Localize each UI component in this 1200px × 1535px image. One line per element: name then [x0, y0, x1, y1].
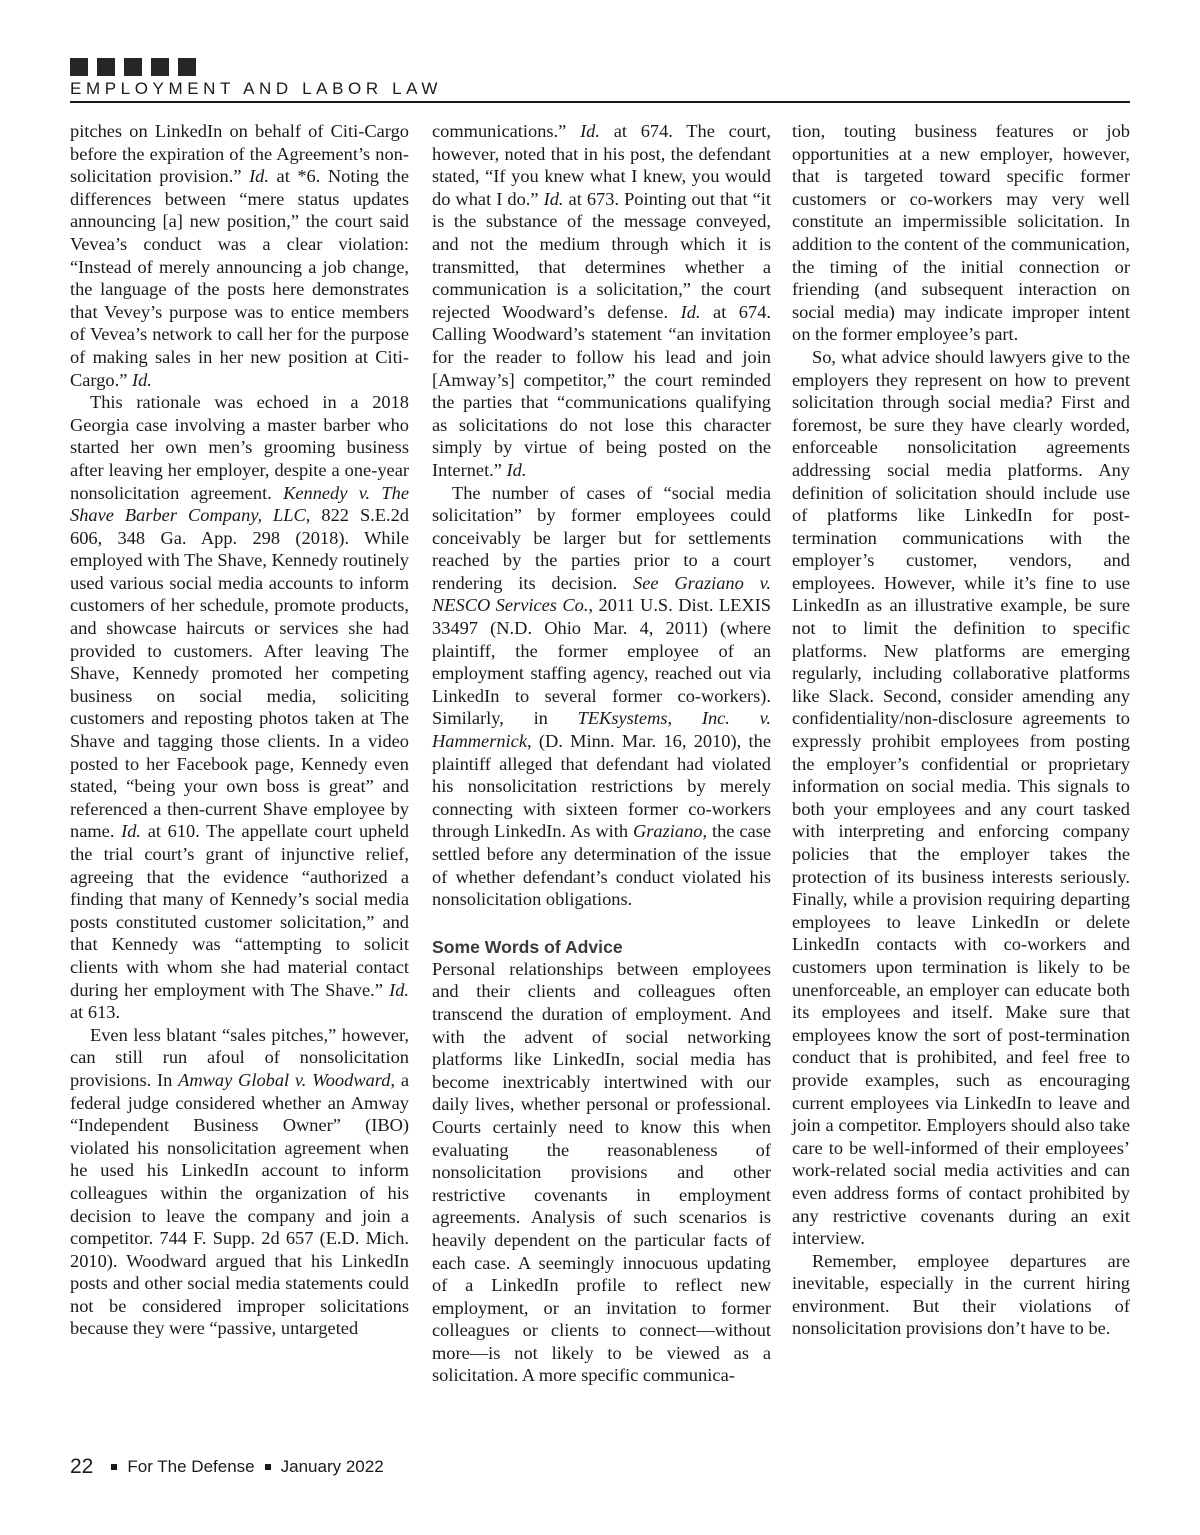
italic-text: Amway Global v. Woodward [178, 1069, 391, 1090]
text-run: at 674. Calling Woodward’s statement “an invitation for the reader to follow his lead and join [Amway’s] competitor,” the court reminded the parties that “communications qualifying as solicitations do not lose this character simply by virtue of being posted on the Internet.” [432, 301, 771, 480]
text-run: at 613. [70, 1002, 121, 1023]
text-run: This rationale was echoed in a 2018 Georgia case involving a master barber who started her own men’s grooming business after leaving her employer, despite a one-year nonsolicitation agreement. [70, 392, 409, 503]
paragraph [792, 120, 1130, 346]
text-run: The number of cases of “social media solicitation” by former employees could conceivably be larger but for settlements reached by the parties prior to a court rendering its decision. [432, 482, 771, 593]
paragraph [432, 482, 771, 911]
text-run: at 674. The court, however, noted that in his post, the defendant stated, “If you knew what I knew, you would do what I do.” [432, 121, 771, 209]
italic-text: Id. [580, 121, 600, 141]
column-1-body [70, 120, 409, 1340]
paragraph [792, 1250, 1130, 1340]
italic-text: Id. [389, 979, 409, 1000]
text-run: at 673. Pointing out that “it is the substance of the message conveyed, and not the medium through which it is transmitted, that determines whether a communication is a solicitation,” the court rejected Woodward’s defense. [432, 188, 771, 322]
paragraph [70, 391, 409, 1024]
footer-bullet-1 [111, 1464, 117, 1470]
header-square-5 [178, 58, 196, 76]
text-run: at 610. The appellate court upheld the trial court’s grant of injunctive relief, agreeing that the evidence “authorized a finding that many of Kennedy’s social media posts constituted customer solicitation,” and that Kennedy was “attempting to solicit clients with whom she had material contact during her employment with The Shave.” [70, 821, 409, 1000]
text-run: Even less blatant “sales pitches,” however, can still run afoul of nonsolicitation provisions. In [70, 1024, 409, 1090]
header-rule [70, 101, 1130, 103]
column-3 [792, 120, 1130, 1340]
text-run: Remember, employee departures are inevitable, especially in the current hiring environment. But their violations of nonsolicitation provisions don’t have to be. [792, 1250, 1130, 1339]
page-number: 22 [70, 1455, 94, 1478]
paragraph [70, 1024, 409, 1340]
italic-text: TEKsystems, Inc. v. Hammernick [432, 708, 772, 752]
italic-text: Id. [680, 301, 701, 322]
paragraph [70, 120, 409, 391]
paragraph [432, 120, 771, 482]
text-run: Personal relationships between employees and their clients and colleagues often transcend the duration of employment. And with the advent of social networking platforms like LinkedIn, social media has become inextricably intertwined with our daily lives, whether personal or professional. Courts certainly need to know this when evaluating the reasonableness of nonsolicitation provisions and other restrictive covenants in employment agreements. Analysis of such scenarios is heavily dependent on the particular facts of each case. A seemingly innocuous updating of a LinkedIn profile to reflect new employment, or an invitation to former colleagues or clients to connect—without more—is not likely to be viewed as a solicitation. A more specific communica- [432, 958, 771, 1386]
paragraph [792, 346, 1130, 1250]
italic-text: Id. [249, 166, 269, 187]
issue-date: January 2022 [280, 1457, 384, 1476]
publication-name: For The Defense [127, 1457, 255, 1476]
header-squares [70, 58, 196, 76]
text-run: pitches on LinkedIn on behalf of Citi-Cargo before the expiration of the Agreement’s non-solicitation provision.” [70, 121, 409, 187]
section-title: EMPLOYMENT AND LABOR LAW [70, 79, 443, 98]
column-3-body [792, 120, 1130, 1340]
italic-text: Id. [121, 821, 142, 842]
italic-text: Kennedy v. The Shave Barber Company, LLC [70, 482, 409, 526]
header-square-1 [70, 58, 88, 76]
text-run: So, what advice should lawyers give to the employers they represent on how to prevent solicitation through social media? First and foremost, be sure they have clearly worded, enforceable nonsolicitation agreements addressing social media platforms. Any definition of solicitation should include use of platforms like LinkedIn for post-termination communications with the employer’s customer, vendors, and employees. However, while it’s fine to use LinkedIn as an illustrative example, be sure not to limit the definition to specific platforms. New platforms are emerging regularly, including collaborative platforms like Slack. Second, consider amending any confidentiality/non-disclosure agreements to expressly prohibit employees from posting the employer’s confidential or proprietary information on social media. This signals to both your employees and any court tasked with interpreting and enforcing company policies that the employer takes the protection of its business interests seriously. Finally, while a provision requiring departing employees to leave LinkedIn or delete LinkedIn contacts with co-workers and customers upon termination is likely to be unenforceable, an employer can educate both its employees and itself. Make sure that employees know the sort of post-termination conduct that is prohibited, and feel free to provide examples, such as encouraging current employees via LinkedIn to leave and join a competitor. Employers should also take care to be well-informed of their employees’ work-related social media activities and can even address forms of contact prohibited by any restrictive covenants during an exit interview. [792, 346, 1130, 1249]
subheading: Some Words of Advice [432, 936, 623, 957]
column-1 [70, 120, 409, 1340]
italic-text: Id. [131, 369, 152, 390]
footer-bullet-2 [265, 1464, 271, 1470]
italic-text: Graziano [632, 821, 703, 842]
italic-text: See Graziano v. NESCO Services Co. [432, 572, 771, 616]
text-run: , 822 S.E.2d 606, 348 Ga. App. 298 (2018). While employed with The Shave, Kennedy routinely used various social media accounts to inform customers of her schedule, promote products, and showcase haircuts or services she had provided to customers. After leaving The Shave, Kennedy promoted her competing business on social media, soliciting customers and reposting photos taken at The Shave and tagging those clients. In a video posted to her Facebook page, Kennedy even stated, “being your own boss is great” and referenced a then-current Shave employee by name. [70, 505, 409, 842]
paragraph [432, 958, 771, 1387]
italic-text: Id. [543, 188, 564, 209]
text-run: at *6. Noting the differences between “mere status updates announcing [a] new position,” the court said Vevea’s conduct was a clear violation: “Instead of merely announcing a job change, the language of the posts here demonstrates that Vevey’s purpose was to entice members of Vevea’s network to call her for the purpose of making sales in her new position at Citi-Cargo.” [70, 166, 409, 390]
text-run: , 2011 U.S. Dist. LEXIS 33497 (N.D. Ohio Mar. 4, 2011) (where plaintiff, the former employee of an employment staffing agency, reached out via LinkedIn to several former co-workers). Similarly, in [432, 595, 771, 729]
header-square-2 [97, 58, 115, 76]
column-2-body [432, 120, 771, 911]
text-run: communications.” [432, 121, 581, 141]
page-footer [70, 1455, 384, 1479]
text-run: , (D. Minn. Mar. 16, 2010), the plaintiff alleged that defendant had violated his nonsolicitation restrictions by merely connecting with sixteen former co-workers through LinkedIn. As with [432, 731, 771, 842]
text-run: , the case settled before any determination of the issue of whether defendant’s conduct violated his nonsolicitation obligations. [432, 821, 771, 910]
column-2 [432, 120, 771, 1387]
text-run: , a federal judge considered whether an Amway “Independent Business Owner” (IBO) violated his nonsolicitation agreement when he used his LinkedIn account to inform colleagues within the organization of his decision to leave the company and join a competitor. 744 F. Supp. 2d 657 (E.D. Mich. 2010). Woodward argued that his LinkedIn posts and other social media statements could not be considered improper solicitations because they were “passive, untargeted [70, 1069, 409, 1339]
column-2-advice-body [432, 958, 771, 1387]
header-square-4 [151, 58, 169, 76]
header-square-3 [124, 58, 142, 76]
text-run: tion, touting business features or job opportunities at a new employer, however, that is targeted toward specific former customers or co-workers may very well constitute an impermissible solicitation. In addition to the content of the communication, the timing of the initial connection or friending (and subsequent interaction on social media) may indicate improper intent on the former employee’s part. [792, 121, 1130, 345]
italic-text: Id. [506, 459, 527, 480]
